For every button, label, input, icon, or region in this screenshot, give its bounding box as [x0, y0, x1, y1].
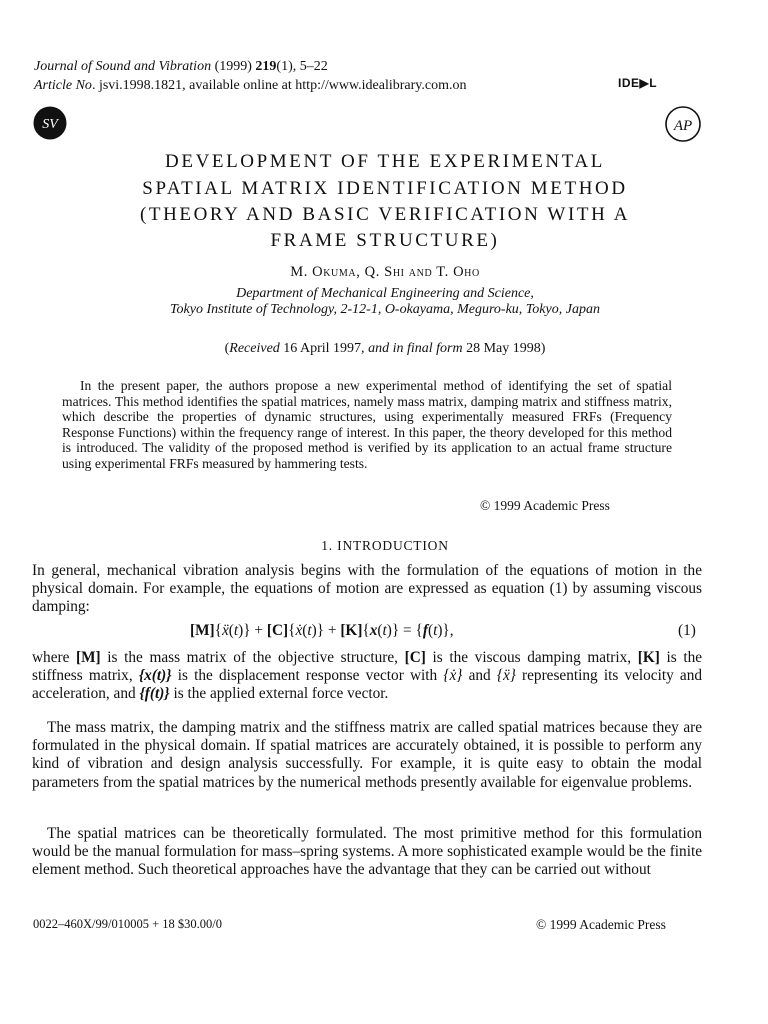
p2-text: is the stiffness matrix,	[32, 649, 703, 685]
p2-text: is the mass matrix of the objective structure,	[100, 649, 405, 666]
received-dates	[40, 341, 730, 357]
mass-matrix-symbol: [M]	[76, 649, 101, 666]
journal-citation	[34, 58, 328, 76]
sv-publisher-logo	[33, 106, 67, 140]
received-label: Received	[229, 341, 280, 356]
article-label: Article No	[34, 78, 92, 93]
displacement-vector-symbol: {x(t)}	[138, 667, 172, 685]
final-form-date: 28 May 1998)	[462, 341, 546, 356]
velocity-symbol: {ẋ}	[443, 667, 463, 685]
footer-copyright: © 1999 Academic Press	[536, 917, 666, 932]
title-line-1: DEVELOPMENT OF THE EXPERIMENTAL	[165, 151, 605, 172]
article-info: . jsvi.1998.1821, available online at http://www.idealibrary.com.on	[91, 78, 467, 93]
journal-name: Journal of Sound and Vibration	[34, 59, 212, 74]
author-separator: ,	[356, 264, 365, 280]
force-vector-symbol: {f(t)}	[139, 685, 170, 703]
intro-paragraph-3: The mass matrix, the damping matrix and the stiffness matrix are called spatial matrices because they are formulated in the physical domain. If spatial matrices are accurately obtained, it is possible to perform any kind of vibration and design analysis successfully. For example, it is quite easy to obtain the modal parameters from the spatial matrices by the numerical methods presently available for eigenvalue problems.	[32, 719, 702, 791]
affiliation-line-2: Tokyo Institute of Technology, 2-12-1, O-okayama, Meguro-ku, Tokyo, Japan	[170, 302, 600, 317]
acceleration-symbol: {ẍ}	[496, 667, 516, 685]
equation-number: (1)	[678, 622, 696, 639]
final-form-label: and in final form	[368, 341, 463, 356]
intro-paragraph-2	[32, 649, 702, 704]
received-date: 16 April 1997,	[279, 341, 369, 356]
ap-publisher-logo	[664, 105, 702, 143]
article-line	[34, 77, 467, 95]
author-2: Q. Shi	[364, 264, 405, 280]
p2-text: representing its velocity and acceleration, and	[32, 667, 702, 703]
p2-text: is the applied external force vector.	[169, 685, 389, 703]
intro-paragraph-1: In general, mechanical vibration analysis begins with the formulation of the equations of motion in the physical domain. For example, the equations of motion are expressed as equation (1) by assuming viscous damping:	[32, 562, 702, 616]
author-3: T. Oho	[436, 264, 480, 280]
author-and: and	[404, 264, 437, 280]
equation-1: [M]{ẍ(t)} + [C]{ẋ(t)} + [K]{x(t)} = {f(t)},	[190, 622, 454, 639]
abstract: In the present paper, the authors propose a new experimental method of identifying the set of spatial matrices. This method identifies the spatial matrices, namely mass matrix, damping matrix and stiffness matrix, which describe the properties of dynamic structures, using experimentally measured FRFs (Frequency Response Functions) within the frequency range of interest. In this paper, the theory developed for this method is introduced. The validity of the proposed method is verified by its application to an actual frame structure using experimental FRFs measured by hammering tests.	[62, 378, 672, 471]
p2-text: is the displacement response vector with	[171, 667, 444, 685]
affiliation-line-1: Department of Mechanical Engineering and Science,	[236, 286, 534, 301]
stiffness-matrix-symbol: [K]	[637, 649, 660, 666]
journal-year: (1999)	[214, 59, 252, 74]
journal-issue-pages: (1), 5–22	[276, 59, 328, 74]
p2-text: and	[462, 667, 497, 685]
footer-code: 0022–460X/99/010005 + 18 $30.00/0	[33, 917, 222, 931]
damping-matrix-symbol: [C]	[404, 649, 426, 666]
authors	[40, 264, 730, 281]
author-1: M. Okuma	[290, 264, 357, 280]
p2-text: where	[32, 649, 77, 666]
ideal-logo: IDE▶L	[618, 76, 658, 90]
received-open: (	[224, 341, 230, 356]
title-line-3: (THEORY AND BASIC VERIFICATION WITH A	[139, 204, 631, 225]
title-line-2: SPATIAL MATRIX IDENTIFICATION METHOD	[142, 178, 628, 199]
sv-logo-text: SV	[42, 117, 58, 132]
journal-volume: 219	[255, 59, 277, 74]
section-heading-introduction: 1. INTRODUCTION	[321, 538, 449, 553]
ap-logo-text: AP	[673, 118, 693, 134]
abstract-copyright: © 1999 Academic Press	[480, 498, 610, 513]
intro-paragraph-4: The spatial matrices can be theoretically formulated. The most primitive method for this formulation would be the manual formulation for mass–spring systems. A more sophisticated example would be the finite element method. Such theoretical approaches have the advantage that they can be carried out without	[32, 825, 702, 879]
p2-text: is the viscous damping matrix,	[425, 649, 638, 666]
title-line-4: FRAME STRUCTURE)	[270, 230, 500, 251]
